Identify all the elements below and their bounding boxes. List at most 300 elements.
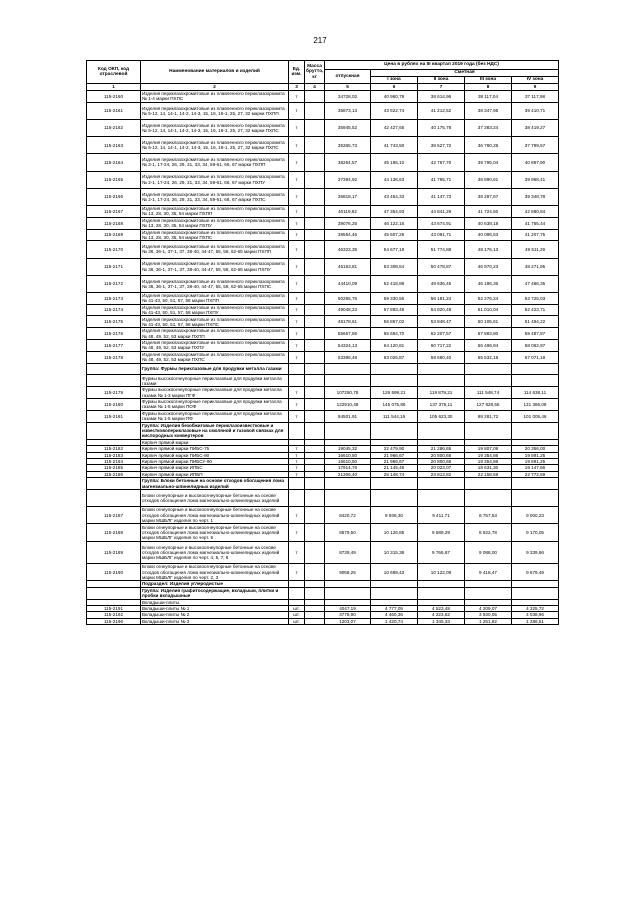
cell-code <box>87 375 141 387</box>
cell-zone-1: 111 544,16 <box>371 410 418 422</box>
cell-zone-2: 10 122,09 <box>418 564 465 581</box>
cell-zone-2: 39 527,72 <box>418 137 465 154</box>
cell-name: Изделия периклазохромитовые из плавленного периклазохромита № 2-1, 17-24, 26, 29, 31, 33, 34, 59-61, 66, 67 марки ПХПУ <box>141 171 289 188</box>
table-row <box>87 188 559 205</box>
cell-code: 115-2178 <box>87 351 141 363</box>
cell-unit: т <box>289 351 305 363</box>
cell-unit <box>289 489 305 506</box>
cell-zone-4: 20 356,00 <box>512 446 559 452</box>
cell-mass <box>305 304 325 316</box>
cell-unit: т <box>289 452 305 458</box>
cell-zone-4 <box>512 363 559 375</box>
cell-zone-2 <box>418 478 465 490</box>
cell-mass <box>305 316 325 328</box>
cell-code <box>87 489 141 506</box>
cell-unit: т <box>289 524 305 541</box>
cell-zone-1: 4 777,05 <box>371 605 418 611</box>
cell-zone-2: 43 091,71 <box>418 229 465 241</box>
cell-zone-4: 22 772,69 <box>512 471 559 477</box>
column-number: 2 <box>141 84 289 91</box>
cell-release: 54324,13 <box>325 340 371 352</box>
cell-release: 9058,25 <box>325 564 371 581</box>
cell-zone-3: 51 010,04 <box>465 304 512 316</box>
cell-code <box>87 363 141 375</box>
cell-mass <box>305 275 325 292</box>
cell-name: Группа: Изделия безобжиговые периклазоизвестковые и известковопериклазовые на смоляной и газовой связках для кислородных конвертеров <box>141 422 289 439</box>
cell-name: Изделия периклазохромитовые из плавленного периклазохромита № 5-12, 14, 14-1, 14-2, 14-3, 15, 16, 16-1, 25, 27, 32 марки ПХПП <box>141 102 289 119</box>
cell-zone-1: 52 418,89 <box>371 275 418 292</box>
cell-code: 115-2166 <box>87 188 141 205</box>
cell-zone-2: 54 820,48 <box>418 304 465 316</box>
cell-zone-3: 41 724,50 <box>465 205 512 217</box>
cell-code: 115-2173 <box>87 292 141 304</box>
column-number: 9 <box>512 84 559 91</box>
cell-zone-2: 44 841,29 <box>418 205 465 217</box>
cell-zone-3: 8 922,78 <box>465 524 512 541</box>
cell-unit: т <box>289 446 305 452</box>
cell-zone-3: 55 532,18 <box>465 351 512 363</box>
cell-release: 50265,76 <box>325 292 371 304</box>
cell-unit <box>289 375 305 387</box>
cell-zone-4: 42 880,84 <box>512 205 559 217</box>
table-row <box>87 340 559 352</box>
cell-zone-3 <box>465 375 512 387</box>
cell-zone-1: 65 694,70 <box>371 328 418 340</box>
cell-zone-1 <box>371 375 418 387</box>
cell-zone-1 <box>371 587 418 599</box>
header-zone-2: II зона <box>418 77 465 84</box>
cell-name: Кирпич прямой марки ПИБСУ-90 <box>141 459 289 465</box>
table-row <box>87 205 559 217</box>
cell-name: Группа: Изделия графитосодержащие, вкладыши, плитки и пробки вкладышные <box>141 587 289 599</box>
cell-zone-2: 9 411,71 <box>418 507 465 524</box>
table-row <box>87 217 559 229</box>
column-number: 4 <box>305 84 325 91</box>
cell-zone-3: 38 890,61 <box>465 171 512 188</box>
cell-zone-2: 9 589,29 <box>418 524 465 541</box>
cell-mass <box>305 375 325 387</box>
cell-zone-1: 10 315,38 <box>371 541 418 564</box>
cell-unit: т <box>289 316 305 328</box>
cell-code <box>87 422 141 439</box>
cell-code: 115-2187 <box>87 507 141 524</box>
cell-zone-1: 22 479,90 <box>371 446 418 452</box>
cell-code: 115-2179 <box>87 387 141 399</box>
cell-mass <box>305 399 325 411</box>
cell-code: 115-2183 <box>87 452 141 458</box>
cell-zone-4: 57 071,18 <box>512 351 559 363</box>
cell-unit: т <box>289 399 305 411</box>
cell-unit: т <box>289 171 305 188</box>
cell-mass <box>305 478 325 490</box>
table-row <box>87 387 559 399</box>
cell-zone-4: 9 000,23 <box>512 507 559 524</box>
cell-zone-1: 57 893,49 <box>371 304 418 316</box>
cell-zone-3: 4 209,07 <box>465 605 512 611</box>
cell-mass <box>305 363 325 375</box>
cell-mass <box>305 102 325 119</box>
column-number: 1 <box>87 84 141 91</box>
subgroup-row <box>87 489 559 506</box>
table-row <box>87 351 559 363</box>
cell-zone-2: 23 813,82 <box>418 471 465 477</box>
cell-name: Блоки огнеупорные и высокоогнеупорные бетонные на основе отходов обогащения лома магнезиально-шпинелидных изделий марки МШБЛГ изделия по черт. 2, 3 <box>141 564 289 581</box>
cell-mass <box>305 137 325 154</box>
cell-release: 46323,35 <box>325 241 371 258</box>
table-row <box>87 524 559 541</box>
table-row <box>87 399 559 411</box>
cell-zone-3: 18 631,30 <box>465 465 512 471</box>
cell-zone-4: 37 799,57 <box>512 137 559 154</box>
cell-code: 115-2172 <box>87 275 141 292</box>
cell-code: 115-2191 <box>87 605 141 611</box>
cell-mass <box>305 188 325 205</box>
cell-zone-4: 52 423,71 <box>512 304 559 316</box>
cell-name: Изделия периклазохромитовые из плавленного периклазохромита № 13, 28, 30, 35, 54 марки ПХПС <box>141 229 289 241</box>
cell-zone-2: 38 614,96 <box>418 91 465 103</box>
cell-release: 38554,46 <box>325 229 371 241</box>
cell-release: 35873,13 <box>325 102 371 119</box>
cell-zone-2: 60 717,22 <box>418 340 465 352</box>
header-price-group: Цена в рублях на III квартал 2019 года (без НДС) <box>325 61 559 70</box>
cell-zone-3 <box>465 489 512 506</box>
table-row <box>87 258 559 275</box>
header-release: отпускная <box>325 70 371 84</box>
table-row <box>87 618 559 624</box>
cell-zone-4: 53 725,03 <box>512 292 559 304</box>
cell-release: 94501,91 <box>325 410 371 422</box>
cell-unit: т <box>289 304 305 316</box>
cell-release: 122910,48 <box>325 399 371 411</box>
cell-zone-3: 57 883,80 <box>465 328 512 340</box>
cell-code: 115-2186 <box>87 471 141 477</box>
column-number: 3 <box>289 84 305 91</box>
cell-zone-2: 53 848,47 <box>418 316 465 328</box>
cell-zone-2: 56 181,24 <box>418 292 465 304</box>
cell-code: 115-2176 <box>87 328 141 340</box>
table-row <box>87 304 559 316</box>
cell-zone-4: 4 325,72 <box>512 605 559 611</box>
cell-name: Блоки огнеупорные и высокоогнеупорные бетонные на основе отходов обогащения лома магнезиально-шпинелидных изделий <box>141 489 289 506</box>
cell-zone-2: 59 680,40 <box>418 351 465 363</box>
cell-mass <box>305 387 325 399</box>
cell-release: 44410,09 <box>325 275 371 292</box>
cell-zone-1: 53 308,54 <box>371 258 418 275</box>
cell-code: 115-2165 <box>87 171 141 188</box>
cell-unit <box>289 587 305 599</box>
cell-zone-3: 37 383,24 <box>465 119 512 136</box>
cell-zone-4: 47 466,35 <box>512 275 559 292</box>
cell-unit: шт. <box>289 612 305 618</box>
cell-name: Изделия периклазохромитовые из плавленного периклазохромита № 36, 36-1, 37-1, 37, 38-40, 44-47, 55, 58, 62-65 марки ПХПП <box>141 241 289 258</box>
cell-zone-2: 4 223,62 <box>418 612 465 618</box>
cell-release <box>325 363 371 375</box>
cell-mass <box>305 292 325 304</box>
group-row <box>87 422 559 439</box>
cell-mass <box>305 205 325 217</box>
cell-zone-2: 20 800,66 <box>418 459 465 465</box>
cell-zone-4: 39 410,71 <box>512 102 559 119</box>
cell-zone-4: 37 117,98 <box>512 91 559 103</box>
cell-zone-3: 40 638,18 <box>465 217 512 229</box>
cell-release: 17914,76 <box>325 465 371 471</box>
table-body <box>87 91 559 625</box>
cell-unit: т <box>289 328 305 340</box>
header-zone-3: III зона <box>465 77 512 84</box>
cell-release: 37394,92 <box>325 171 371 188</box>
cell-code: 115-2188 <box>87 524 141 541</box>
cell-mass <box>305 154 325 171</box>
cell-zone-2: 20 800,66 <box>418 452 465 458</box>
cell-zone-3: 39 795,04 <box>465 154 512 171</box>
cell-release: 8579,50 <box>325 524 371 541</box>
cell-zone-3: 50 105,61 <box>465 316 512 328</box>
cell-name: Подраздел: Изделия углеродистые <box>141 581 289 587</box>
cell-mass <box>305 524 325 541</box>
cell-zone-3: 127 828,55 <box>465 399 512 411</box>
cell-unit: т <box>289 241 305 258</box>
cell-zone-1: 1 420,74 <box>371 618 418 624</box>
cell-zone-4: 58 062,97 <box>512 340 559 352</box>
cell-zone-1: 4 460,36 <box>371 612 418 618</box>
cell-zone-4: 39 968,41 <box>512 171 559 188</box>
cell-release: 4047,19 <box>325 605 371 611</box>
cell-mass <box>305 258 325 275</box>
cell-zone-3: 19 354,86 <box>465 459 512 465</box>
cell-zone-2: 41 212,52 <box>418 102 465 119</box>
cell-code: 115-2169 <box>87 229 141 241</box>
cell-zone-1: 40 960,79 <box>371 91 418 103</box>
cell-name: Изделия периклазохромитовые из плавленного периклазохромита № 41-43, 50, 51, 57, 58 марки ПХПС <box>141 316 289 328</box>
cell-unit: т <box>289 137 305 154</box>
cell-zone-3 <box>465 363 512 375</box>
cell-name: Изделия периклазохромитовые из плавленного периклазохромита № 2-1, 17-24, 26, 29, 31, 33, 34, 59-61, 66, 67 марки ПХПС <box>141 188 289 205</box>
cell-name: Кирпич прямой марки ПИБС-90 <box>141 452 289 458</box>
cell-release: 48178,61 <box>325 316 371 328</box>
cell-zone-2: 119 879,21 <box>418 387 465 399</box>
cell-release <box>325 587 371 599</box>
table-row <box>87 137 559 154</box>
cell-zone-4: 1 286,51 <box>512 618 559 624</box>
cell-mass <box>305 241 325 258</box>
cell-release: 3778,90 <box>325 612 371 618</box>
cell-unit: т <box>289 459 305 465</box>
cell-unit <box>289 478 305 490</box>
cell-zone-1: 21 145,46 <box>371 465 418 471</box>
cell-zone-2: 50 478,87 <box>418 258 465 275</box>
cell-zone-4: 41 207,75 <box>512 229 559 241</box>
cell-code: 115-2185 <box>87 465 141 471</box>
cell-zone-4: 38 419,27 <box>512 119 559 136</box>
cell-zone-3: 38 347,95 <box>465 102 512 119</box>
cell-zone-4: 9 170,05 <box>512 524 559 541</box>
cell-zone-1: 45 185,10 <box>371 154 418 171</box>
cell-release: 16610,50 <box>325 452 371 458</box>
cell-code: 115-2160 <box>87 91 141 103</box>
cell-unit: т <box>289 275 305 292</box>
cell-unit: т <box>289 217 305 229</box>
table-row <box>87 275 559 292</box>
cell-zone-1: 43 522,74 <box>371 102 418 119</box>
table-row <box>87 102 559 119</box>
table-row <box>87 316 559 328</box>
cell-unit: т <box>289 154 305 171</box>
cell-name: Изделия периклазохромитовые из плавленного периклазохромита № 41-43, 50, 51, 57, 58 марки ПХПП <box>141 292 289 304</box>
cell-zone-4: 101 005,46 <box>512 410 559 422</box>
table-row <box>87 91 559 103</box>
cell-code: 115-2162 <box>87 119 141 136</box>
cell-zone-1: 64 120,81 <box>371 340 418 352</box>
cell-name: Фурмы высокоогнеупорные периклазовые для продувки металла газами № 1-3 марки ПГФ <box>141 387 289 399</box>
cell-zone-1 <box>371 478 418 490</box>
cell-zone-1: 9 939,30 <box>371 507 418 524</box>
cell-name: Изделия периклазохромитовые из плавленного периклазохромита № 48, 49, 52, 53 марки ПХПУ <box>141 340 289 352</box>
cell-unit: т <box>289 340 305 352</box>
cell-zone-1: 21 966,67 <box>371 452 418 458</box>
cell-zone-3: 40 096,53 <box>465 229 512 241</box>
cell-release: 16610,50 <box>325 459 371 465</box>
cell-name: Фурмы высокоогнеупорные периклазовые для продувки металла газами <box>141 375 289 387</box>
header-mass: Масса брутто, кг <box>305 61 325 84</box>
cell-code: 115-2177 <box>87 340 141 352</box>
cell-mass <box>305 507 325 524</box>
cell-unit: т <box>289 258 305 275</box>
cell-name: Вкладыши-плиты № 1 <box>141 605 289 611</box>
cell-zone-3 <box>465 587 512 599</box>
cell-zone-2: 9 766,87 <box>418 541 465 564</box>
cell-name: Группа: Фурмы периклазовые для продувки металла газами <box>141 363 289 375</box>
table-row <box>87 292 559 304</box>
cell-unit: т <box>289 102 305 119</box>
cell-unit: т <box>289 541 305 564</box>
cell-zone-4: 51 494,22 <box>512 316 559 328</box>
price-table <box>86 60 559 625</box>
cell-zone-3: 9 088,00 <box>465 541 512 564</box>
cell-zone-4: 19 891,25 <box>512 459 559 465</box>
cell-code: 115-2182 <box>87 446 141 452</box>
cell-zone-4: 41 765,44 <box>512 217 559 229</box>
cell-code: 115-2168 <box>87 217 141 229</box>
cell-code: 115-2174 <box>87 304 141 316</box>
table-row <box>87 119 559 136</box>
cell-release: 35945,52 <box>325 119 371 136</box>
group-row <box>87 363 559 375</box>
cell-unit: т <box>289 564 305 581</box>
cell-zone-3: 48 176,13 <box>465 241 512 258</box>
cell-zone-1 <box>371 489 418 506</box>
cell-zone-2: 40 175,78 <box>418 119 465 136</box>
cell-code: 115-2190 <box>87 564 141 581</box>
cell-code: 115-2189 <box>87 541 141 564</box>
cell-zone-3: 56 496,94 <box>465 340 512 352</box>
cell-release: 8420,72 <box>325 507 371 524</box>
cell-release <box>325 375 371 387</box>
cell-name: Изделия периклазохромитовые из плавленного периклазохромита № 1-4 марки ПХПС <box>141 91 289 103</box>
cell-release: 19045,32 <box>325 446 371 452</box>
table-row <box>87 171 559 188</box>
cell-mass <box>305 351 325 363</box>
table-row <box>87 154 559 171</box>
cell-zone-2 <box>418 375 465 387</box>
cell-name: Изделия периклазохромитовые из плавленного периклазохромита № 5-12, 14, 14-1, 14-2, 14-3, 15, 16, 16-1, 25, 27, 32 марки ПХПС <box>141 119 289 136</box>
cell-unit: т <box>289 91 305 103</box>
cell-mass <box>305 91 325 103</box>
cell-code: 115-2175 <box>87 316 141 328</box>
cell-unit: т <box>289 387 305 399</box>
cell-release <box>325 422 371 439</box>
table-row <box>87 507 559 524</box>
cell-release: 49048,23 <box>325 304 371 316</box>
cell-zone-3: 36 780,28 <box>465 137 512 154</box>
cell-mass <box>305 618 325 624</box>
table-row <box>87 564 559 581</box>
cell-name: Блоки огнеупорные и высокоогнеупорные бетонные на основе отходов обогащения лома магнезиально-шпинелидных изделий марки МШБЛГ изделия по черт. 6 <box>141 524 289 541</box>
cell-release: 55657,56 <box>325 328 371 340</box>
cell-zone-3: 111 548,74 <box>465 387 512 399</box>
cell-code: 115-2181 <box>87 410 141 422</box>
cell-release: 1203,07 <box>325 618 371 624</box>
cell-unit: т <box>289 465 305 471</box>
cell-release: 36818,17 <box>325 188 371 205</box>
cell-name: Изделия периклазохромитовые из плавленного периклазохромита № 48, 49, 52, 53 марки ПХПП <box>141 328 289 340</box>
cell-code: 115-2163 <box>87 137 141 154</box>
cell-zone-2: 62 207,57 <box>418 328 465 340</box>
group-row <box>87 478 559 490</box>
cell-mass <box>305 171 325 188</box>
cell-zone-1: 56 867,02 <box>371 316 418 328</box>
cell-code: 115-2184 <box>87 459 141 465</box>
cell-zone-3: 22 158,59 <box>465 471 512 477</box>
cell-name: Изделия периклазохромитовые из плавленного периклазохромита № 13, 28, 30, 35, 54 марки ПХПП <box>141 205 289 217</box>
cell-zone-1 <box>371 422 418 439</box>
cell-zone-1: 10 689,43 <box>371 564 418 581</box>
cell-release: 40119,82 <box>325 205 371 217</box>
cell-mass <box>305 328 325 340</box>
cell-name: Изделия периклазохромитовые из плавленного периклазохромита № 48, 49, 52, 53 марки ПХПС <box>141 351 289 363</box>
cell-unit: шт. <box>289 618 305 624</box>
cell-zone-2 <box>418 587 465 599</box>
cell-zone-3 <box>465 422 512 439</box>
cell-mass <box>305 489 325 506</box>
cell-zone-3: 19 354,86 <box>465 452 512 458</box>
cell-zone-4: 40 897,90 <box>512 154 559 171</box>
cell-zone-3: 52 276,24 <box>465 292 512 304</box>
cell-zone-3: 8 757,53 <box>465 507 512 524</box>
cell-zone-1: 10 126,85 <box>371 524 418 541</box>
cell-zone-1: 21 966,67 <box>371 459 418 465</box>
cell-name: Изделия периклазохромитовые из плавленного периклазохромита № 41-43, 50, 51, 57, 58 марки ПХПУ <box>141 304 289 316</box>
cell-name: Фурмы высокоогнеупорные периклазовые для продувки металла газами № 1-5 марки ПОФ <box>141 399 289 411</box>
cell-mass <box>305 564 325 581</box>
cell-name: Вкладыши-плиты № 2 <box>141 612 289 618</box>
cell-zone-2 <box>418 489 465 506</box>
cell-zone-2: 49 636,45 <box>418 275 465 292</box>
column-number: 8 <box>465 84 512 91</box>
cell-zone-2: 42 767,70 <box>418 154 465 171</box>
cell-unit: т <box>289 410 305 422</box>
header-zone-1: I зона <box>371 77 418 84</box>
cell-unit <box>289 363 305 375</box>
cell-zone-2: 1 345,33 <box>418 618 465 624</box>
header-name: Наименование материалов и изделий <box>141 61 289 84</box>
cell-release: 21306,40 <box>325 471 371 477</box>
cell-mass <box>305 422 325 439</box>
cell-name: Изделия периклазохромитовые из плавленного периклазохромита № 36, 36-1, 37-1, 37, 38-40, 44-47, 55, 58, 62-65 марки ПХПС <box>141 275 289 292</box>
cell-name: Группа: Блоки бетонные на основе отходов обогащения лома магнезиально-шпинелидных изделий <box>141 478 289 490</box>
cell-zone-3: 3 930,05 <box>465 612 512 618</box>
cell-name: Кирпич прямой марки ИПБС <box>141 465 289 471</box>
cell-code <box>87 478 141 490</box>
